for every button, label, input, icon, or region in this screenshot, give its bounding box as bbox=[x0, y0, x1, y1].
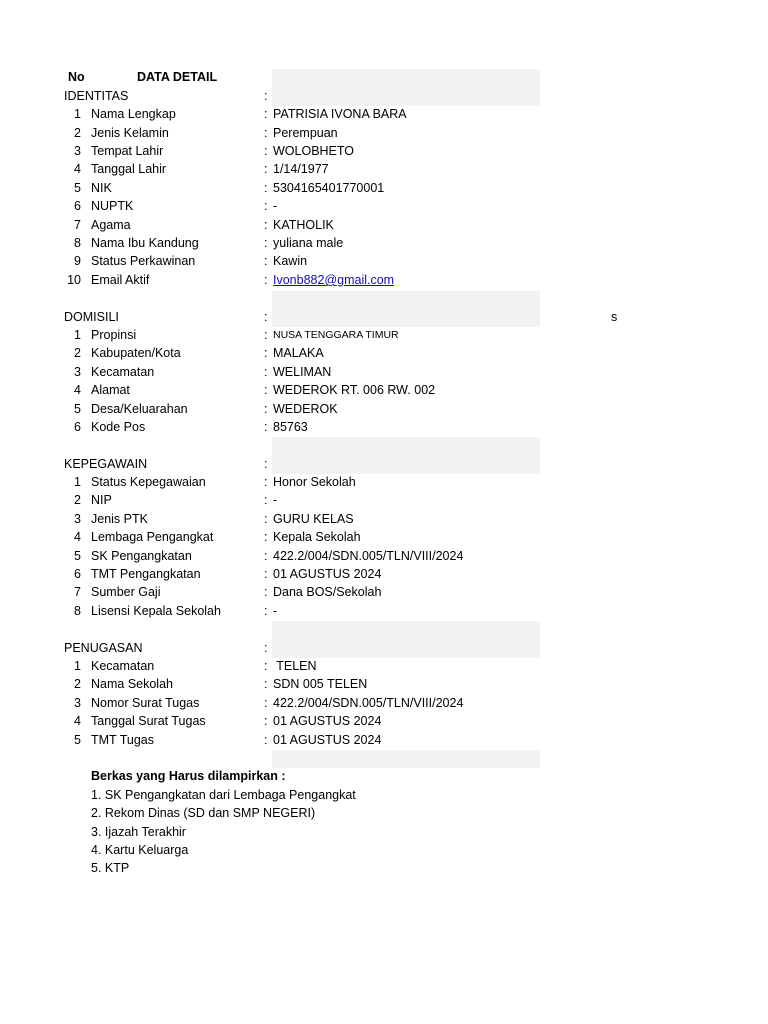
table-row bbox=[0, 400, 768, 418]
section-colon: : bbox=[264, 641, 268, 655]
row-number: 7 bbox=[74, 218, 81, 232]
table-row bbox=[0, 344, 768, 362]
attachments-section bbox=[0, 767, 768, 785]
row-colon: : bbox=[264, 696, 268, 710]
list-item bbox=[0, 859, 768, 877]
table-row bbox=[0, 124, 768, 142]
row-value: 5304165401770001 bbox=[273, 181, 385, 195]
table-row bbox=[0, 675, 768, 693]
row-number: 6 bbox=[74, 567, 81, 581]
row-colon: : bbox=[264, 236, 268, 250]
row-value: - bbox=[273, 604, 278, 618]
attachment-item: 5. KTP bbox=[91, 861, 130, 875]
table-row bbox=[0, 602, 768, 620]
row-value: - bbox=[273, 199, 278, 213]
row-colon: : bbox=[264, 659, 268, 673]
list-item bbox=[0, 786, 768, 804]
row-colon: : bbox=[264, 714, 268, 728]
row-value: TELEN bbox=[273, 659, 317, 673]
table-row bbox=[0, 271, 768, 289]
row-label: Nama Lengkap bbox=[91, 107, 176, 121]
row-label: NIK bbox=[91, 181, 112, 195]
row-label: Kecamatan bbox=[91, 659, 155, 673]
section-title: DOMISILI bbox=[64, 310, 119, 324]
table-row bbox=[0, 216, 768, 234]
row-colon: : bbox=[264, 512, 268, 526]
table-row bbox=[0, 712, 768, 730]
row-label: Tempat Lahir bbox=[91, 144, 164, 158]
row-label: Lisensi Kepala Sekolah bbox=[91, 604, 221, 618]
row-value: 422.2/004/SDN.005/TLN/VIII/2024 bbox=[273, 549, 464, 563]
header-title: DATA DETAIL bbox=[137, 70, 218, 84]
row-number: 4 bbox=[74, 383, 81, 397]
table-row bbox=[0, 105, 768, 123]
row-number: 3 bbox=[74, 512, 81, 526]
header-row bbox=[0, 68, 768, 86]
row-label: Nomor Surat Tugas bbox=[91, 696, 200, 710]
table-row bbox=[0, 252, 768, 270]
row-colon: : bbox=[264, 273, 268, 287]
list-item bbox=[0, 823, 768, 841]
row-number: 9 bbox=[74, 254, 81, 268]
row-value: PATRISIA IVONA BARA bbox=[273, 107, 407, 121]
row-colon: : bbox=[264, 107, 268, 121]
row-number: 3 bbox=[74, 696, 81, 710]
row-label: Kecamatan bbox=[91, 365, 155, 379]
table-row bbox=[0, 381, 768, 399]
attachments-title: Berkas yang Harus dilampirkan : bbox=[91, 769, 286, 783]
table-row bbox=[0, 160, 768, 178]
row-label: Email Aktif bbox=[91, 273, 150, 287]
row-value: SDN 005 TELEN bbox=[273, 677, 368, 691]
row-value: 85763 bbox=[273, 420, 308, 434]
row-number: 4 bbox=[74, 714, 81, 728]
row-value: yuliana male bbox=[273, 236, 344, 250]
table-row bbox=[0, 510, 768, 528]
table-row bbox=[0, 694, 768, 712]
stray-character: s bbox=[611, 310, 618, 324]
row-number: 6 bbox=[74, 199, 81, 213]
table-row bbox=[0, 583, 768, 601]
row-label: Lembaga Pengangkat bbox=[91, 530, 214, 544]
row-label: Propinsi bbox=[91, 328, 137, 342]
table-row bbox=[0, 197, 768, 215]
row-number: 4 bbox=[74, 530, 81, 544]
table-row bbox=[0, 418, 768, 436]
row-colon: : bbox=[264, 199, 268, 213]
row-number: 3 bbox=[74, 144, 81, 158]
row-value: WEDEROK RT. 006 RW. 002 bbox=[273, 383, 436, 397]
table-row bbox=[0, 142, 768, 160]
section-title: KEPEGAWAIN bbox=[64, 457, 148, 471]
row-number: 1 bbox=[74, 659, 81, 673]
row-label: Alamat bbox=[91, 383, 130, 397]
attachment-item: 3. Ijazah Terakhir bbox=[91, 825, 186, 839]
row-colon: : bbox=[264, 475, 268, 489]
table-row bbox=[0, 234, 768, 252]
row-label: Sumber Gaji bbox=[91, 585, 161, 599]
row-value: WELIMAN bbox=[273, 365, 332, 379]
row-colon: : bbox=[264, 328, 268, 342]
row-number: 5 bbox=[74, 181, 81, 195]
row-number: 2 bbox=[74, 677, 81, 691]
section-domisili bbox=[0, 308, 768, 326]
list-item bbox=[0, 841, 768, 859]
table-row bbox=[0, 363, 768, 381]
row-value: - bbox=[273, 493, 278, 507]
row-label: Jenis Kelamin bbox=[91, 126, 169, 140]
row-number: 8 bbox=[74, 604, 81, 618]
section-colon: : bbox=[264, 310, 268, 324]
email-link[interactable]: Ivonb882@gmail.com bbox=[273, 273, 395, 287]
row-number: 7 bbox=[74, 585, 81, 599]
row-colon: : bbox=[264, 365, 268, 379]
row-number: 5 bbox=[74, 733, 81, 747]
attachment-item: 4. Kartu Keluarga bbox=[91, 843, 189, 857]
row-label: Status Kepegawaian bbox=[91, 475, 206, 489]
row-value: WOLOBHETO bbox=[273, 144, 355, 158]
row-colon: : bbox=[264, 162, 268, 176]
row-colon: : bbox=[264, 493, 268, 507]
table-row bbox=[0, 528, 768, 546]
row-value: 01 AGUSTUS 2024 bbox=[273, 567, 382, 581]
row-colon: : bbox=[264, 346, 268, 360]
row-number: 5 bbox=[74, 549, 81, 563]
row-value: 01 AGUSTUS 2024 bbox=[273, 733, 382, 747]
row-value: Dana BOS/Sekolah bbox=[273, 585, 382, 599]
attachment-item: 2. Rekom Dinas (SD dan SMP NEGERI) bbox=[91, 806, 316, 820]
row-colon: : bbox=[264, 402, 268, 416]
row-label: Tanggal Lahir bbox=[91, 162, 167, 176]
table-row bbox=[0, 731, 768, 749]
row-number: 2 bbox=[74, 126, 81, 140]
row-number: 5 bbox=[74, 402, 81, 416]
row-number: 4 bbox=[74, 162, 81, 176]
row-value: 1/14/1977 bbox=[273, 162, 329, 176]
shaded-cell bbox=[272, 750, 540, 768]
table-row bbox=[0, 657, 768, 675]
row-label: Status Perkawinan bbox=[91, 254, 196, 268]
row-value: Kepala Sekolah bbox=[273, 530, 361, 544]
row-number: 1 bbox=[74, 328, 81, 342]
row-number: 8 bbox=[74, 236, 81, 250]
row-label: Kode Pos bbox=[91, 420, 146, 434]
row-label: Desa/Keluarahan bbox=[91, 402, 188, 416]
section-colon: : bbox=[264, 89, 268, 103]
list-item bbox=[0, 804, 768, 822]
row-number: 2 bbox=[74, 493, 81, 507]
row-label: TMT Pengangkatan bbox=[91, 567, 201, 581]
section-title: PENUGASAN bbox=[64, 641, 143, 655]
header-no: No bbox=[68, 70, 85, 84]
row-colon: : bbox=[264, 567, 268, 581]
row-value: Kawin bbox=[273, 254, 308, 268]
row-value: WEDEROK bbox=[273, 402, 338, 416]
row-value: NUSA TENGGARA TIMUR bbox=[273, 329, 399, 341]
row-colon: : bbox=[264, 126, 268, 140]
row-value: KATHOLIK bbox=[273, 218, 334, 232]
table-row bbox=[0, 326, 768, 344]
row-colon: : bbox=[264, 585, 268, 599]
attachment-item: 1. SK Pengangkatan dari Lembaga Pengangkat bbox=[91, 788, 356, 802]
section-identitas bbox=[0, 87, 768, 105]
row-value: Perempuan bbox=[273, 126, 338, 140]
row-colon: : bbox=[264, 604, 268, 618]
row-value: 422.2/004/SDN.005/TLN/VIII/2024 bbox=[273, 696, 464, 710]
row-label: Jenis PTK bbox=[91, 512, 148, 526]
table-row bbox=[0, 565, 768, 583]
table-row bbox=[0, 547, 768, 565]
row-number: 1 bbox=[74, 107, 81, 121]
row-colon: : bbox=[264, 383, 268, 397]
row-label: Kabupaten/Kota bbox=[91, 346, 181, 360]
row-colon: : bbox=[264, 181, 268, 195]
row-colon: : bbox=[264, 218, 268, 232]
row-value: 01 AGUSTUS 2024 bbox=[273, 714, 382, 728]
row-number: 2 bbox=[74, 346, 81, 360]
section-kepegawaian bbox=[0, 455, 768, 473]
row-colon: : bbox=[264, 530, 268, 544]
row-number: 3 bbox=[74, 365, 81, 379]
row-label: Agama bbox=[91, 218, 131, 232]
row-colon: : bbox=[264, 420, 268, 434]
row-value: GURU KELAS bbox=[273, 512, 354, 526]
row-label: SK Pengangkatan bbox=[91, 549, 192, 563]
section-colon: : bbox=[264, 457, 268, 471]
table-row bbox=[0, 491, 768, 509]
row-label: Tanggal Surat Tugas bbox=[91, 714, 206, 728]
row-number: 6 bbox=[74, 420, 81, 434]
section-penugasan bbox=[0, 639, 768, 657]
row-colon: : bbox=[264, 677, 268, 691]
row-value: MALAKA bbox=[273, 346, 324, 360]
table-row bbox=[0, 473, 768, 491]
row-colon: : bbox=[264, 144, 268, 158]
row-number: 1 bbox=[74, 475, 81, 489]
row-colon: : bbox=[264, 254, 268, 268]
row-label: Nama Ibu Kandung bbox=[91, 236, 199, 250]
row-label: Nama Sekolah bbox=[91, 677, 173, 691]
row-number: 10 bbox=[67, 273, 81, 287]
row-colon: : bbox=[264, 733, 268, 747]
row-colon: : bbox=[264, 549, 268, 563]
row-label: NIP bbox=[91, 493, 112, 507]
row-value: Honor Sekolah bbox=[273, 475, 356, 489]
table-row bbox=[0, 179, 768, 197]
row-label: TMT Tugas bbox=[91, 733, 154, 747]
section-title: IDENTITAS bbox=[64, 89, 129, 103]
row-label: NUPTK bbox=[91, 199, 134, 213]
